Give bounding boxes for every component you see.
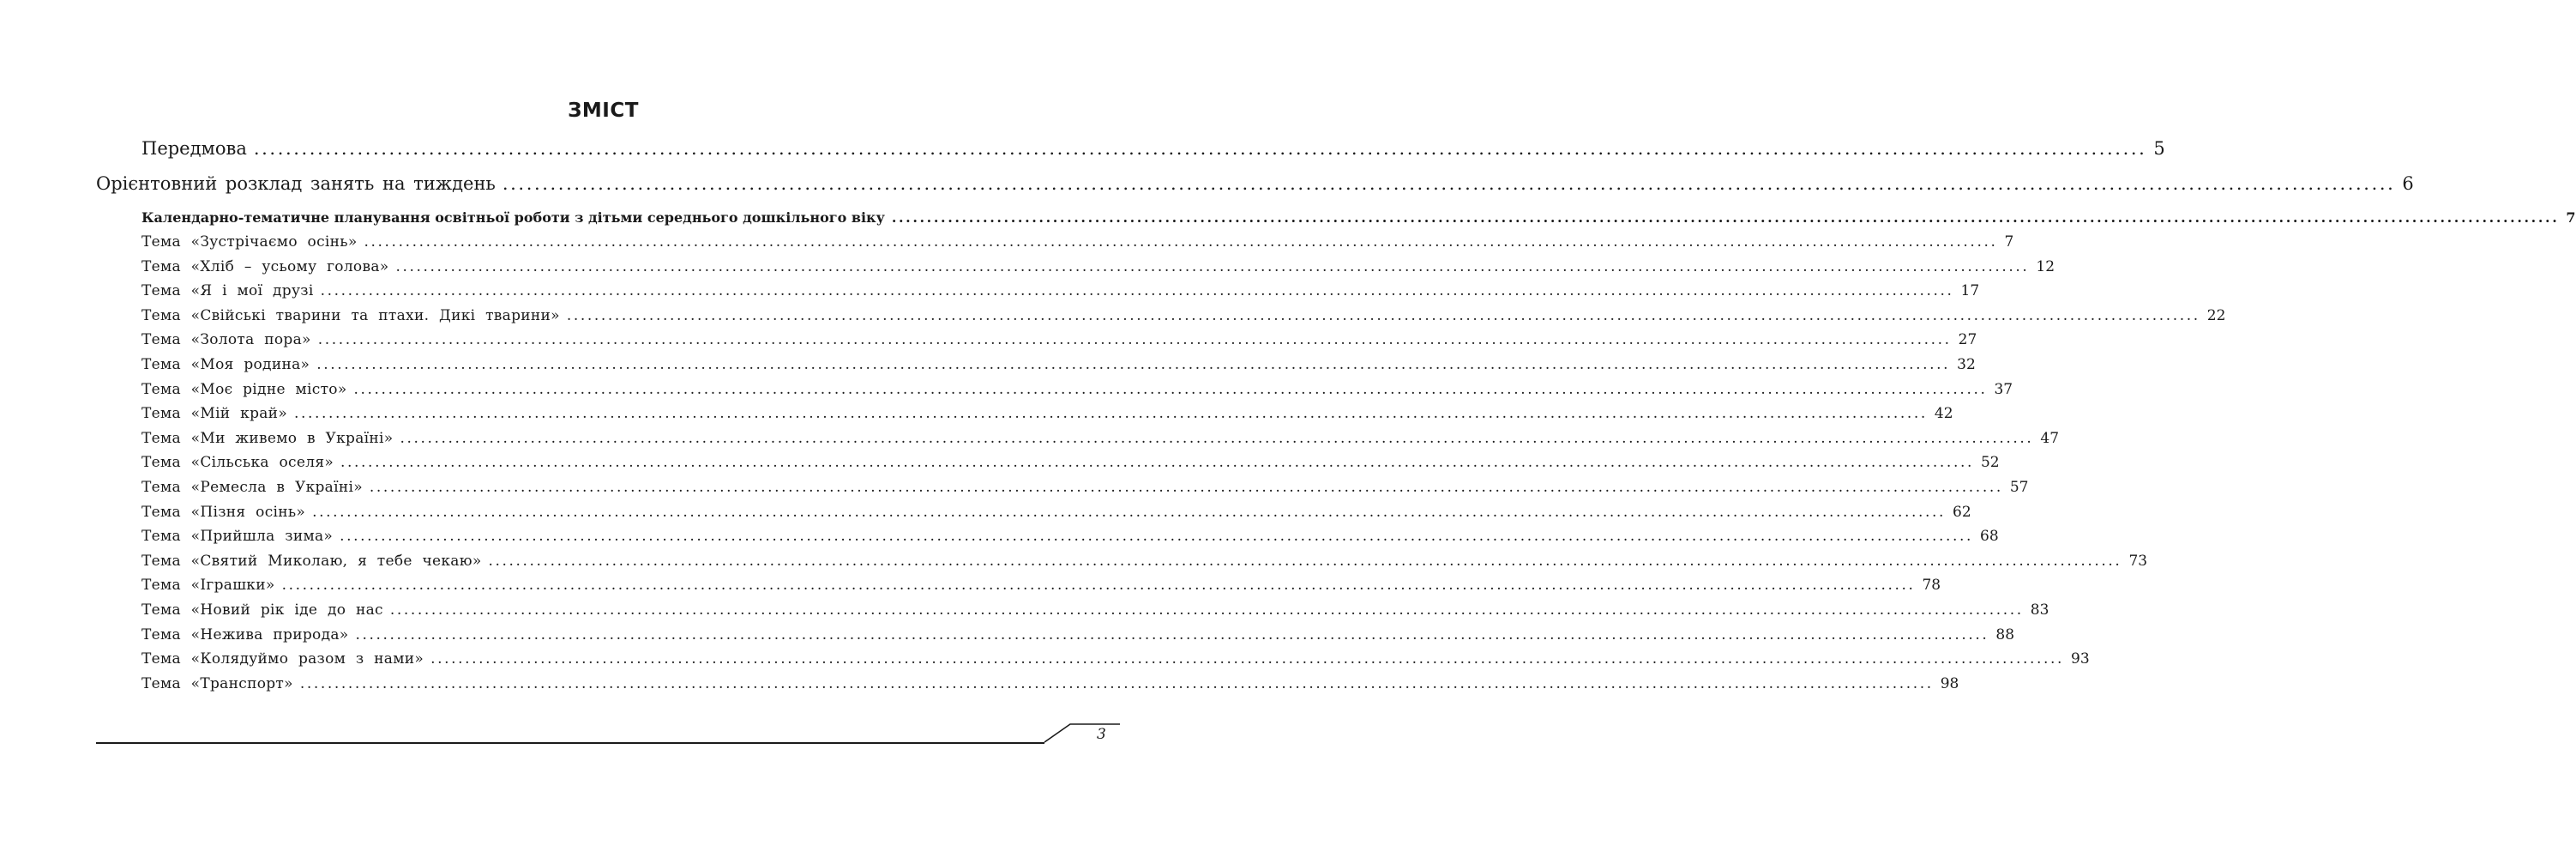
leader-dots: ..............................................................................................................................................................................................................................................	[340, 454, 1974, 472]
toc-entry-label: Тема «Мій край»	[141, 405, 288, 423]
toc-entry-page: 73	[2128, 552, 2148, 570]
toc-entry-page: 62	[1953, 503, 1971, 521]
toc-entry-topic[interactable]	[141, 552, 2148, 570]
toc-entry-topic[interactable]	[141, 356, 1976, 373]
toc-entry-page: 7	[2004, 233, 2014, 251]
toc-entry-topic[interactable]	[141, 306, 2226, 324]
leader-dots: ..............................................................................................................................................................................................................................................	[320, 282, 1954, 300]
toc-entry-page: 22	[2206, 306, 2226, 324]
page-number: 3	[1097, 726, 1106, 743]
toc-entry-label: Тема «Золота пора»	[141, 331, 311, 349]
toc-entry-label: Тема «Хліб – усьому голова»	[141, 257, 389, 275]
leader-dots: ..............................................................................................................................................................................................................................................	[253, 138, 2147, 159]
leader-dots: ..............................................................................................................................................................................................................................................	[400, 429, 2034, 447]
toc-entry-topic[interactable]	[141, 454, 2000, 472]
leader-dots: ..............................................................................................................................................................................................................................................	[355, 625, 1989, 644]
toc-entry-planning[interactable]	[141, 209, 2576, 226]
toc-entry-label: Тема «Колядуймо разом з нами»	[141, 650, 424, 668]
toc-entry-topic[interactable]	[141, 282, 1980, 300]
toc-entry-label: Тема «Ремесла в Україні»	[141, 479, 363, 496]
toc-entry-topic[interactable]	[141, 528, 1999, 546]
toc-entry-page: 6	[2402, 173, 2414, 194]
leader-dots: ..............................................................................................................................................................................................................................................	[395, 257, 2030, 275]
toc-entry-label: Тема «Сільська оселя»	[141, 454, 334, 472]
footer-page-tab	[1038, 722, 1123, 747]
leader-dots: ..............................................................................................................................................................................................................................................	[294, 405, 1928, 423]
leader-dots: ..............................................................................................................................................................................................................................................	[317, 331, 1952, 349]
leader-dots: ..............................................................................................................................................................................................................................................	[369, 479, 2003, 496]
leader-dots: ..............................................................................................................................................................................................................................................	[488, 552, 2122, 570]
toc-entry-topic[interactable]	[141, 257, 2055, 275]
toc-entry-schedule[interactable]	[96, 173, 2414, 194]
leader-dots: ..............................................................................................................................................................................................................................................	[353, 380, 1988, 398]
toc-entry-page: 32	[1957, 356, 1976, 373]
toc-entry-page: 37	[1994, 380, 2013, 398]
leader-dots: ..............................................................................................................................................................................................................................................	[430, 650, 2064, 668]
leader-dots: ..............................................................................................................................................................................................................................................	[364, 233, 1998, 251]
toc-entry-label: Тема «Пізня осінь»	[141, 503, 306, 521]
toc-entry-label: Тема «Зустрічаємо осінь»	[141, 233, 358, 251]
toc-entry-label: Тема «Ми живемо в Україні»	[141, 429, 394, 447]
toc-entry-topic[interactable]	[141, 577, 1941, 595]
leader-dots: ..............................................................................................................................................................................................................................................	[316, 356, 1951, 373]
toc-entry-topic[interactable]	[141, 380, 2013, 398]
leader-dots: ..............................................................................................................................................................................................................................................	[502, 173, 2396, 194]
toc-entry-label: Календарно-тематичне планування освітньої роботи з дітьми середнього дошкільного віку	[141, 209, 885, 226]
toc-entry-preface[interactable]	[141, 138, 2165, 159]
leader-dots: ..............................................................................................................................................................................................................................................	[299, 674, 1934, 692]
toc-entry-label: Тема «Іграшки»	[141, 577, 275, 595]
toc-entry-page: 17	[1960, 282, 1980, 300]
toc-entry-label: Тема «Святий Миколаю, я тебе чекаю»	[141, 552, 482, 570]
toc-entry-page: 5	[2153, 138, 2165, 159]
toc-entry-page: 83	[2030, 601, 2049, 619]
toc-entry-page: 57	[2009, 479, 2029, 496]
toc-entry-topic[interactable]	[141, 601, 2049, 619]
leader-dots: ..............................................................................................................................................................................................................................................	[340, 528, 1974, 546]
toc-entry-label: Тема «Прийшла зима»	[141, 528, 334, 546]
toc-entry-page: 7	[2566, 209, 2576, 226]
toc-entry-topic[interactable]	[141, 331, 1977, 349]
toc-entry-page: 88	[1995, 625, 2015, 644]
leader-dots: ..............................................................................................................................................................................................................................................	[566, 306, 2200, 324]
toc-entry-topic[interactable]	[141, 429, 2060, 447]
toc-entry-label: Тема «Нежива природа»	[141, 625, 349, 644]
toc-entry-page: 12	[2036, 257, 2055, 275]
toc-entry-page: 27	[1958, 331, 1977, 349]
toc-entry-topic[interactable]	[141, 625, 2015, 644]
toc-entry-page: 78	[1922, 577, 1941, 595]
page-title: ЗМІСТ	[568, 100, 639, 122]
toc-entry-page: 68	[1980, 528, 1999, 546]
toc-entry-label: Тема «Моя родина»	[141, 356, 310, 373]
toc-entry-label: Тема «Новий рік іде до нас	[141, 601, 383, 619]
leader-dots: ..............................................................................................................................................................................................................................................	[389, 601, 2024, 619]
toc-entry-topic[interactable]	[141, 503, 1971, 521]
toc-entry-page: 42	[1934, 405, 1953, 423]
toc-entry-label: Тема «Свійські тварини та птахи. Дикі тварини»	[141, 306, 560, 324]
toc-entry-label: Орієнтовний розклад занять на тиждень	[96, 173, 496, 194]
toc-entry-page: 47	[2040, 429, 2060, 447]
toc-entry-label: Тема «Транспорт»	[141, 674, 293, 692]
toc-entry-topic[interactable]	[141, 479, 2029, 496]
toc-entry-page: 52	[1980, 454, 2000, 472]
toc-entry-topic[interactable]	[141, 674, 1959, 692]
footer-rule	[96, 742, 1044, 744]
leader-dots: ..............................................................................................................................................................................................................................................	[312, 503, 1947, 521]
toc-entry-label: Тема «Я і мої друзі	[141, 282, 314, 300]
toc-entry-topic[interactable]	[141, 650, 2090, 668]
toc-entry-topic[interactable]	[141, 405, 1953, 423]
leader-dots: ..............................................................................................................................................................................................................................................	[281, 577, 1916, 595]
toc-entry-page: 98	[1940, 674, 1959, 692]
toc-entry-label: Тема «Моє рідне місто»	[141, 380, 347, 398]
toc-entry-page: 93	[2071, 650, 2090, 668]
toc-entry-label: Передмова	[141, 138, 247, 159]
toc-entry-topic[interactable]	[141, 233, 2014, 251]
leader-dots: ..............................................................................................................................................................................................................................................	[891, 209, 2560, 226]
